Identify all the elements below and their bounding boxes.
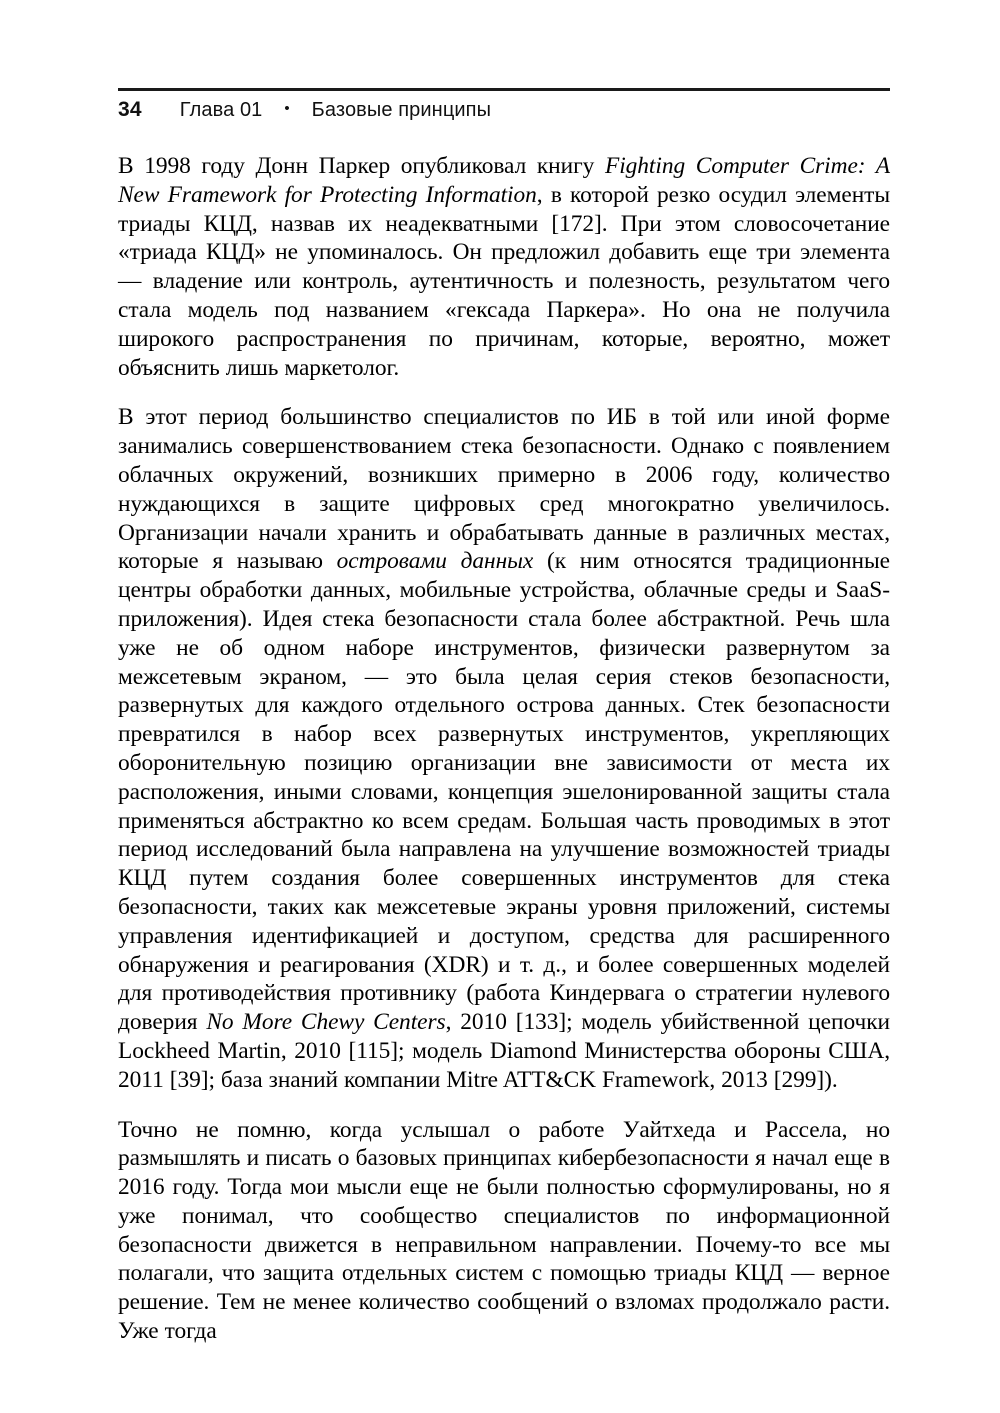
running-head [118, 96, 890, 126]
page-number: 34 [118, 98, 142, 121]
chapter-label: Глава 01 [179, 99, 263, 121]
bullet-separator-icon: • [284, 100, 290, 117]
italic-run: островами данных [336, 548, 534, 575]
italic-run: No More Chewy Centers [206, 1009, 446, 1036]
text-run: , в которой резко осудил элементы триады КЦД, назвав их неадекватными [172]. При этом словосочетание «триада КЦД» не упоминалось. Он предложил добавить еще три элемента — владение или контроль, аутентичность и полезность, результатом чего стала модель под названием «гексада Паркера». Но она не получила широкого распространения по причинам, которые, вероятно, может объяснить лишь маркетолог. [118, 181, 890, 381]
text-run: В 1998 году Донн Паркер опубликовал книгу [118, 153, 605, 179]
chapter-title: Базовые принципы [311, 99, 492, 121]
text-run: В этот период большинство специалистов по ИБ в той или иной форме занимались совершенствованием стека безопасности. Однако с появлением облачных окружений, возникших примерно в 2006 году, количество нуждающихся в защите цифровых сред многократно увеличилось. Организации начали хранить и обрабатывать данные в различных местах, которые я называю [118, 404, 890, 575]
header-rule [118, 88, 890, 91]
text-run: Точно не помню, когда услышал о работе Уайтхеда и Рассела, но размышлять и писать о базовых принципах кибербезопасности я начал еще в 2016 году. Тогда мои мысли еще не были полностью сформулированы, но я уже понимал, что сообщество специалистов по информационной безопасности движется в неправильном направлении. Почему-то все мы полагали, что защита отдельных систем с помощью триады КЦД — верное решение. Тем не менее количество сообщений о взломах продолжало расти. Уже тогда [118, 1116, 890, 1345]
paragraph [118, 1116, 890, 1346]
paragraph [118, 403, 890, 1094]
text-run: (к ним относятся традиционные центры обработки данных, мобильные устройства, облачные среды и SaaS-приложения). Идея стека безопасности стала более абстрактной. Речь шла уже не об одном наборе инструментов, физически развернутом за межсетевым экраном, — это была целая серия стеков безопасности, развернутых для каждого отдельного острова данных. Стек безопасности превратился в набор всех развернутых инструментов, укрепляющих оборонительную позицию организации вне зависимости от места их расположения, иными словами, концепция эшелонированной защиты стала применяться абстрактно ко всем средам. Большая часть проводимых в этот период исследований была направлена на улучшение возможностей триады КЦД путем создания более совершенных инструментов для стека безопасности, таких как межсетевые экраны уровня приложений, системы управления идентификацией и доступом, средства для расширенного обнаружения и реагирования (XDR) и т. д., и более совершенных моделей для противодействия противнику (работа Киндервага о стратегии нулевого доверия [118, 548, 890, 1036]
paragraph [118, 152, 890, 382]
text-run: , 2010 [133]; модель убийственной цепочки Lockheed Martin, 2010 [115]; модель Diamond Министерства обороны США, 2011 [39]; база знаний компании Mitre ATT&CK Framework, 2013 [299]). [118, 1009, 890, 1093]
body-text-block [118, 152, 890, 1346]
italic-run: Fighting Computer Crime: A New Framework for Protecting Information [118, 153, 890, 208]
